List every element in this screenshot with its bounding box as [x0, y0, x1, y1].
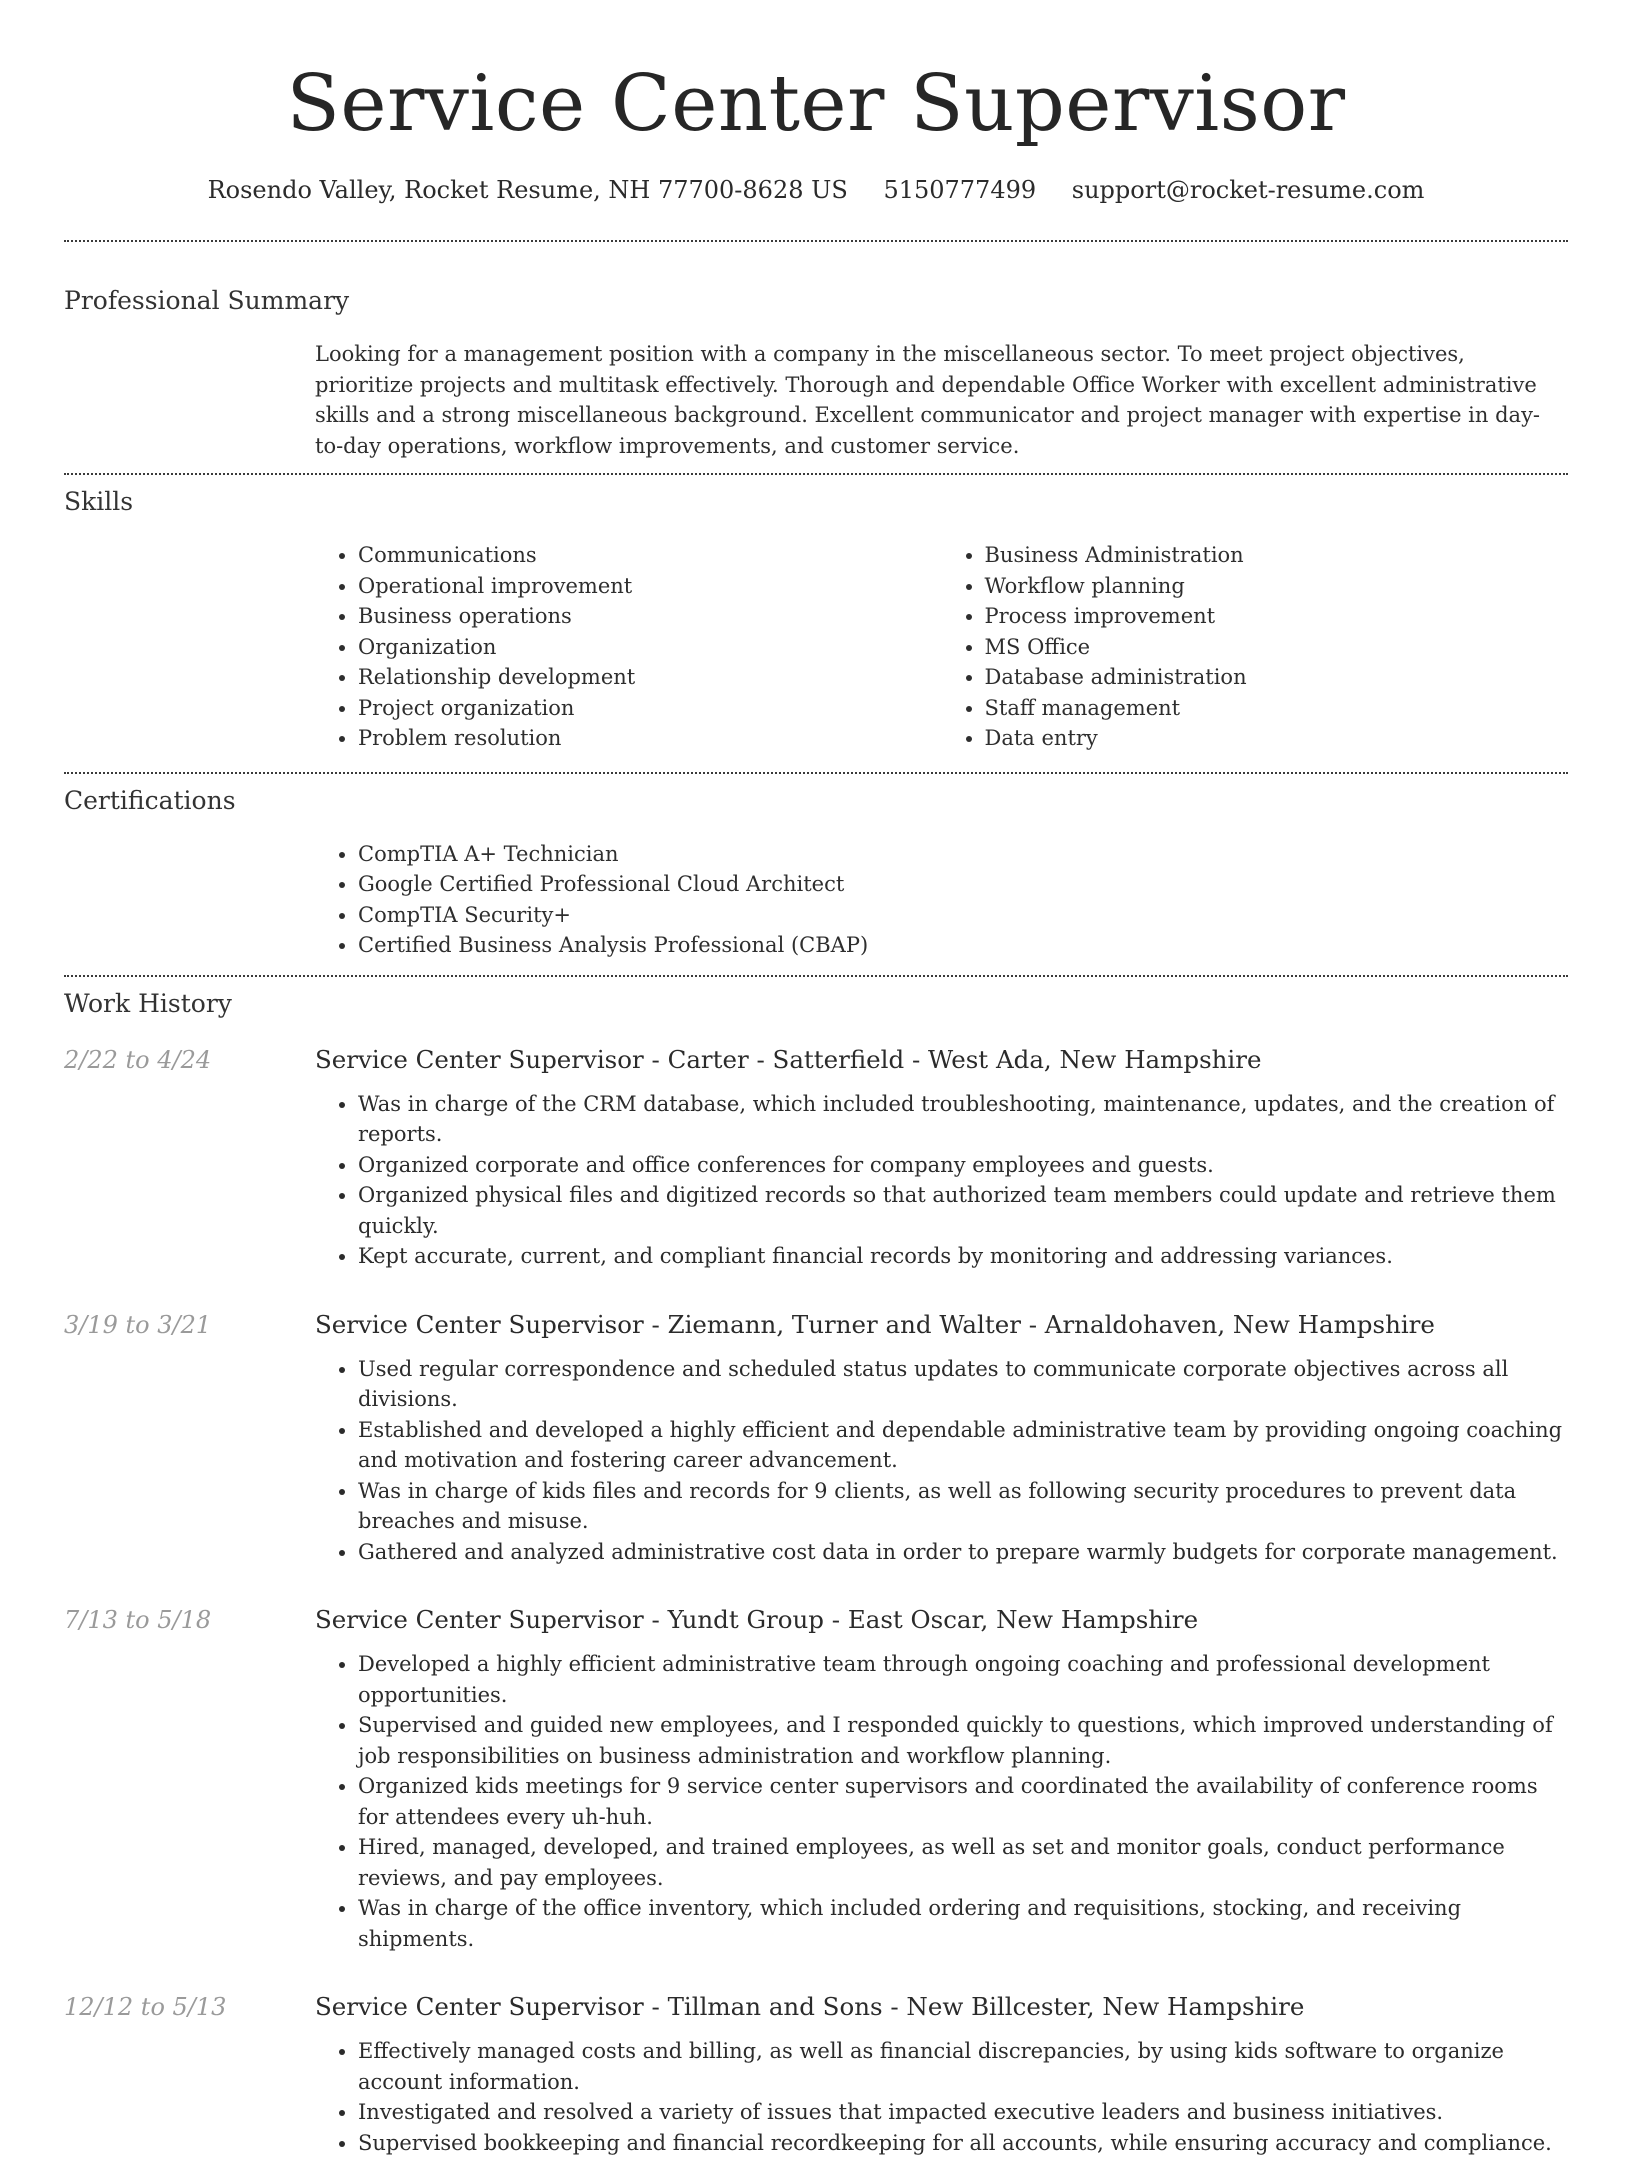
job-bullet: • Was in charge of the office inventory, which included ordering and requisitions, stocking, and receiving shipments. — [358, 1893, 1568, 1954]
skill-item: • MS Office — [985, 632, 1569, 663]
skill-item: • Process improvement — [985, 601, 1569, 632]
job-entry — [64, 1043, 1568, 1272]
skill-item: • Workflow planning — [985, 571, 1569, 602]
job-bullet: • Investigated and resolved a variety of issues that impacted executive leaders and business initiatives. — [358, 2097, 1568, 2128]
job-bullet: • Developed a highly efficient administrative team through ongoing coaching and professional development opportunities. — [358, 1649, 1568, 1710]
certifications-section — [64, 774, 1568, 975]
job-bullet: • Was in charge of the CRM database, which included troubleshooting, maintenance, updates, and the creation of reports. — [358, 1089, 1568, 1150]
skill-item: • Business Administration — [985, 540, 1569, 571]
work-history-section — [64, 977, 1568, 2158]
job-bullet: • Organized physical files and digitized records so that authorized team members could update and retrieve them quickly. — [358, 1180, 1568, 1241]
skill-item: • Organization — [358, 632, 942, 663]
job-bullet: • Gathered and analyzed administrative cost data in order to prepare warmly budgets for corporate management. — [358, 1537, 1568, 1568]
skill-item: • Database administration — [985, 662, 1569, 693]
certifications-list — [315, 839, 1568, 961]
certification-item: • CompTIA Security+ — [358, 900, 1568, 931]
section-title-skills: Skills — [64, 485, 1568, 519]
resume-page — [64, 0, 1568, 2158]
certifications-body — [315, 839, 1568, 961]
skill-item: • Data entry — [985, 723, 1569, 754]
candidate-name: Service Center Supervisor — [64, 56, 1568, 152]
job-entry — [64, 1308, 1568, 1568]
job-bullet: • Established and developed a highly efficient and dependable administrative team by providing ongoing coaching and motivation and fostering career advancement. — [358, 1415, 1568, 1476]
skill-item: • Project organization — [358, 693, 942, 724]
job-bullet: • Kept accurate, current, and compliant financial records by monitoring and addressing variances. — [358, 1241, 1568, 1272]
job-bullets — [315, 2036, 1568, 2158]
job-dates: 7/13 to 5/18 — [64, 1603, 211, 1637]
job-bullet: • Supervised bookkeeping and financial recordkeeping for all accounts, while ensuring accuracy and compliance. — [358, 2128, 1568, 2158]
certification-item: • Google Certified Professional Cloud Architect — [358, 869, 1568, 900]
job-bullet: • Supervised and guided new employees, and I responded quickly to questions, which improved understanding of job responsibilities on business administration and workflow planning. — [358, 1710, 1568, 1771]
job-bullet: • Hired, managed, developed, and trained employees, as well as set and monitor goals, conduct performance reviews, and pay employees. — [358, 1832, 1568, 1893]
job-entry — [64, 1990, 1568, 2158]
skill-item: • Operational improvement — [358, 571, 942, 602]
contact-line — [64, 174, 1568, 206]
certification-item: • CompTIA A+ Technician — [358, 839, 1568, 870]
job-title: Service Center Supervisor - Ziemann, Turner and Walter - Arnaldohaven, New Hampshire — [315, 1308, 1568, 1342]
job-bullet: • Organized corporate and office conferences for company employees and guests. — [358, 1150, 1568, 1181]
skills-grid — [315, 540, 1568, 754]
job-bullets — [315, 1089, 1568, 1272]
skills-list-right — [942, 540, 1569, 754]
skill-item: • Relationship development — [358, 662, 942, 693]
job-bullet: • Effectively managed costs and billing, as well as financial discrepancies, by using kids software to organize account information. — [358, 2036, 1568, 2097]
summary-body — [315, 339, 1568, 461]
job-title: Service Center Supervisor - Tillman and Sons - New Billcester, New Hampshire — [315, 1990, 1568, 2024]
skills-list-left — [315, 540, 942, 754]
skills-section — [64, 475, 1568, 772]
contact-phone: 5150777499 — [883, 176, 1036, 204]
job-bullet: • Organized kids meetings for 9 service center supervisors and coordinated the availability of conference rooms for attendees every uh-huh. — [358, 1771, 1568, 1832]
section-title-work-history: Work History — [64, 987, 1568, 1021]
job-bullet: • Used regular correspondence and scheduled status updates to communicate corporate objectives across all divisions. — [358, 1354, 1568, 1415]
job-entry — [64, 1603, 1568, 1954]
job-title: Service Center Supervisor - Yundt Group - East Oscar, New Hampshire — [315, 1603, 1568, 1637]
job-dates: 2/22 to 4/24 — [64, 1043, 211, 1077]
job-bullets — [315, 1649, 1568, 1954]
contact-address: Rosendo Valley, Rocket Resume, NH 77700-8628 US — [208, 176, 848, 204]
section-title-certifications: Certifications — [64, 784, 1568, 818]
job-dates: 3/19 to 3/21 — [64, 1308, 211, 1342]
summary-section — [64, 242, 1568, 473]
job-bullets — [315, 1354, 1568, 1568]
section-title-summary: Professional Summary — [64, 284, 1568, 318]
skill-item: • Problem resolution — [358, 723, 942, 754]
job-bullet: • Was in charge of kids files and records for 9 clients, as well as following security procedures to prevent data breaches and misuse. — [358, 1476, 1568, 1537]
summary-text: Looking for a management position with a company in the miscellaneous sector. To meet project objectives, prioritize projects and multitask effectively. Thorough and dependable Office Worker with excellent administrative skills and a strong miscellaneous background. Excellent communicator and project manager with expertise in day-to-day operations, workflow improvements, and customer service. — [315, 339, 1568, 461]
skill-item: • Business operations — [358, 601, 942, 632]
skill-item: • Staff management — [985, 693, 1569, 724]
contact-email: support@rocket-resume.com — [1072, 176, 1425, 204]
skill-item: • Communications — [358, 540, 942, 571]
job-dates: 12/12 to 5/13 — [64, 1990, 226, 2024]
job-title: Service Center Supervisor - Carter - Satterfield - West Ada, New Hampshire — [315, 1043, 1568, 1077]
certification-item: • Certified Business Analysis Professional (CBAP) — [358, 930, 1568, 961]
